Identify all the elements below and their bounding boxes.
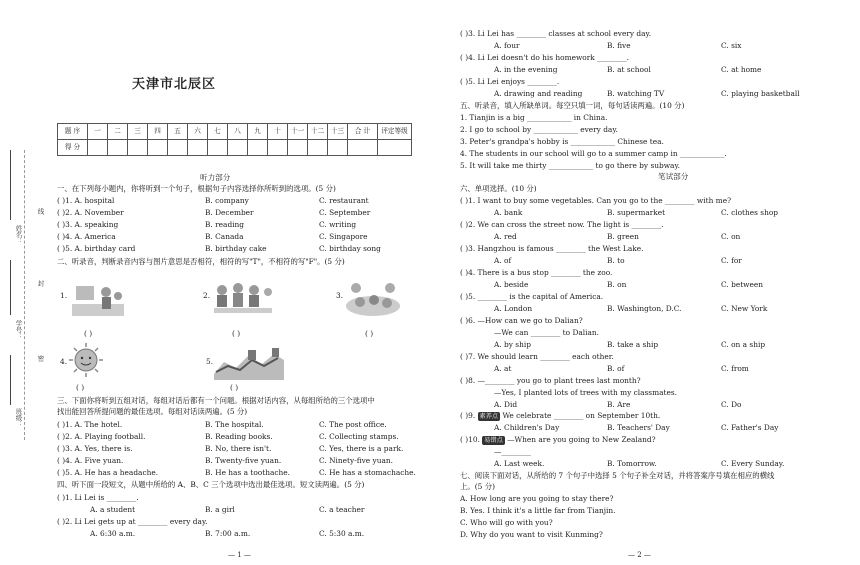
- question-stem: ( )1. A. The hotel.: [57, 420, 123, 429]
- list-item: [57, 220, 357, 230]
- option-b: B. Reading books.: [205, 432, 273, 441]
- option-c: C. restaurant: [319, 196, 369, 205]
- answer-blank[interactable]: ( ): [232, 329, 241, 338]
- option-c: C. Singapore: [319, 232, 368, 241]
- option-a: A. Children's Day: [494, 423, 560, 432]
- option-c: C. Yes, there is a park.: [319, 444, 404, 453]
- question-stem: ( )5. A. He has a headache.: [57, 468, 159, 477]
- option-b: B. Twenty-five yuan.: [205, 456, 282, 465]
- list-item: D. Why do you want to visit Kunming?: [460, 530, 603, 539]
- name-label: 姓名：: [14, 225, 23, 245]
- score-table-score-row: [58, 140, 412, 156]
- seal-char: 封: [36, 280, 45, 287]
- answer-blank[interactable]: ( ): [76, 383, 85, 392]
- option-a: A. in the evening: [494, 65, 558, 74]
- option-a: A. Did: [494, 400, 518, 409]
- option-c: C. from: [721, 364, 749, 373]
- food-table-picture-icon: [344, 280, 402, 320]
- question-stem-line2: —________: [494, 447, 531, 456]
- option-b: B. a girl: [205, 505, 235, 514]
- score-cell[interactable]: [268, 140, 288, 156]
- question-stem: ( )3. Hangzhou is famous ________ the West Lake.: [460, 244, 644, 253]
- section-5-heading: 五、听录音，填入所缺单词。每空只填一词，每句话读两遍。(10 分): [460, 101, 685, 110]
- question-stem: ( )4. There is a bus stop ________ the zoo.: [460, 268, 613, 277]
- score-header-cell: 评定等级: [378, 124, 412, 140]
- score-header-cell: 二: [108, 124, 128, 140]
- question-stem: ( )5. Li Lei enjoys ________.: [460, 77, 560, 86]
- option-b: B. on: [607, 280, 627, 289]
- question-10: [460, 436, 656, 445]
- list-item: [57, 244, 381, 254]
- question-stem: ( )2. Li Lei gets up at ________ every day.: [57, 517, 208, 526]
- option-c: C. on: [721, 232, 741, 241]
- option-b: B. five: [607, 41, 631, 50]
- question-stem: ( )2. A. November: [57, 208, 124, 217]
- answer-blank[interactable]: ( ): [84, 329, 93, 338]
- option-c: C. birthday song: [319, 244, 381, 253]
- option-c: C. six: [721, 41, 742, 50]
- fill-blank-item[interactable]: 5. It will take me thirty ____________ to go there by subway.: [460, 161, 681, 170]
- list-item: [57, 444, 404, 454]
- option-b: B. No, there isn't.: [205, 444, 272, 453]
- option-c: C. on a ship: [721, 340, 766, 349]
- option-b: B. December: [205, 208, 254, 217]
- option-b: B. 7:00 a.m.: [205, 529, 251, 538]
- literacy-tag-badge: 素养点: [479, 413, 499, 420]
- question-9: [460, 412, 660, 421]
- list-item: C. Who will go with you?: [460, 518, 553, 527]
- question-prefix: ( )10.: [460, 435, 483, 444]
- question-stem: ( )1. I want to buy some vegetables. Can you go to the ________ with me?: [460, 196, 732, 205]
- option-c: C. a teacher: [319, 505, 365, 514]
- option-c: C. writing: [319, 220, 357, 229]
- list-item: [57, 420, 387, 430]
- option-c: C. Father's Day: [721, 423, 779, 432]
- section-3-heading: 三、下面你将听到五组对话，每组对话后都有一个问题。根据对话内容，从每组所给的三个选项中: [57, 396, 375, 405]
- option-b: B. Washington, D.C.: [607, 304, 682, 313]
- option-c: C. between: [721, 280, 763, 289]
- option-b: B. green: [607, 232, 639, 241]
- question-stem: ( )3. Li Lei has ________ classes at school every day.: [460, 29, 652, 38]
- score-header-cell: 七: [208, 124, 228, 140]
- option-a: A. four: [494, 41, 520, 50]
- score-header-cell: 十: [268, 124, 288, 140]
- option-b: B. at school: [607, 65, 651, 74]
- question-stem-line2: —We can ________ to Dalian.: [494, 328, 600, 337]
- score-header-cell: 五: [168, 124, 188, 140]
- list-item: B. Yes. I think it's a little far from Tianjin.: [460, 506, 616, 515]
- question-stem: ( )2. We can cross the street now. The light is ________.: [460, 220, 664, 229]
- picture-label: 2.: [203, 291, 211, 300]
- score-table-header-row: [58, 124, 412, 140]
- score-cell[interactable]: [208, 140, 228, 156]
- option-c: C. for: [721, 256, 742, 265]
- page-number: — 2 —: [628, 550, 651, 559]
- question-stem: ( )7. We should learn ________ each other.: [460, 352, 614, 361]
- question-stem: ( )4. A. America: [57, 232, 116, 241]
- option-b: B. to: [607, 256, 625, 265]
- option-b: B. company: [205, 196, 249, 205]
- question-stem: ( )3. A. speaking: [57, 220, 119, 229]
- question-stem: ( )3. A. Yes, there is.: [57, 444, 133, 453]
- question-stem: ( )4. A. Five yuan.: [57, 456, 124, 465]
- sun-face-picture-icon: [66, 342, 106, 378]
- written-part-title: 笔试部分: [658, 172, 689, 181]
- question-prefix: ( )9.: [460, 411, 478, 420]
- question-stem: ( )1. Li Lei is ________.: [57, 493, 139, 502]
- option-b: B. reading: [205, 220, 245, 229]
- question-stem: —When are you going to New Zealand?: [504, 435, 656, 444]
- option-b: B. Teachers' Day: [607, 423, 670, 432]
- option-c: C. Every Sunday.: [721, 459, 785, 468]
- exam-page-2: [430, 0, 860, 565]
- classroom-picture-icon: [70, 280, 128, 320]
- score-header-cell: 四: [148, 124, 168, 140]
- listening-part-title: 听力部分: [200, 173, 231, 182]
- option-c: C. at home: [721, 65, 762, 74]
- question-stem: ( )8. —________ you go to plant trees last month?: [460, 376, 641, 385]
- score-cell[interactable]: [228, 140, 248, 156]
- score-cell[interactable]: [188, 140, 208, 156]
- option-a: A. bank: [494, 208, 523, 217]
- option-c: C. Ninety-five yuan.: [319, 456, 393, 465]
- student-id-blank[interactable]: [10, 260, 11, 315]
- option-b: B. The hospital.: [205, 420, 264, 429]
- list-item: [57, 196, 369, 206]
- error-prone-tag-badge: 易错点: [484, 437, 503, 444]
- score-header-cell: 三: [128, 124, 148, 140]
- picture-label: 5.: [206, 357, 214, 366]
- score-header-cell: 十二: [308, 124, 328, 140]
- question-stem: We celebrate ________ on September 10th.: [500, 411, 661, 420]
- score-header-cell: 八: [228, 124, 248, 140]
- question-stem: ( )2. A. Playing football.: [57, 432, 146, 441]
- option-c: C. The post office.: [319, 420, 387, 429]
- list-item: [57, 456, 393, 466]
- score-cell[interactable]: [378, 140, 412, 156]
- option-b: B. Are: [607, 400, 631, 409]
- option-c: C. He has a stomachache.: [319, 468, 416, 477]
- score-cell[interactable]: [308, 140, 328, 156]
- score-cell[interactable]: [148, 140, 168, 156]
- score-header-cell: 合 计: [348, 124, 378, 140]
- list-item: [57, 468, 416, 478]
- option-a: A. at: [494, 364, 512, 373]
- option-a: A. by ship: [494, 340, 531, 349]
- section-7-heading-cont: 上。(5 分): [460, 482, 495, 491]
- score-header-cell: 十三: [328, 124, 348, 140]
- cut-line: [24, 150, 25, 440]
- class-blank[interactable]: [10, 355, 11, 405]
- fill-blank-item[interactable]: 2. I go to school by ____________ every day.: [460, 125, 618, 134]
- score-header-cell: 一: [88, 124, 108, 140]
- picture-label: 3.: [336, 291, 344, 300]
- option-b: B. He has a toothache.: [205, 468, 290, 477]
- class-label: 班级：: [14, 408, 23, 428]
- score-header-cell: 六: [188, 124, 208, 140]
- answer-blank[interactable]: ( ): [365, 329, 374, 338]
- score-row-label: 得 分: [58, 140, 88, 156]
- student-id-label: 学号：: [14, 320, 23, 340]
- binding-margin: [0, 150, 52, 440]
- option-c: C. clothes shop: [721, 208, 779, 217]
- picture-label: 1.: [60, 291, 68, 300]
- option-c: C. Do: [721, 400, 742, 409]
- score-header-cell: 九: [248, 124, 268, 140]
- option-a: A. London: [494, 304, 533, 313]
- option-a: A. beside: [494, 280, 529, 289]
- answer-blank[interactable]: ( ): [230, 383, 239, 392]
- score-cell[interactable]: [108, 140, 128, 156]
- option-b: B. take a ship: [607, 340, 659, 349]
- score-cell[interactable]: [128, 140, 148, 156]
- question-stem: ( )4. Li Lei doesn't do his homework ________.: [460, 53, 630, 62]
- question-stem: ( )6. —How can we go to Dalian?: [460, 316, 583, 325]
- option-b: B. of: [607, 364, 625, 373]
- option-b: B. supermarket: [607, 208, 666, 217]
- fill-blank-item[interactable]: 3. Peter's grandpa's hobby is ____________ Chinese tea.: [460, 137, 664, 146]
- list-item: [57, 208, 371, 218]
- score-cell[interactable]: [248, 140, 268, 156]
- option-a: A. a student: [90, 505, 136, 514]
- picture-label: 4.: [60, 357, 68, 366]
- question-stem-line2: —Yes, I planted lots of trees with my classmates.: [494, 388, 677, 397]
- great-wall-picture-icon: [214, 344, 284, 380]
- score-table: [57, 123, 412, 156]
- option-c: C. Collecting stamps.: [319, 432, 399, 441]
- question-stem: ( )1. A. hospital: [57, 196, 115, 205]
- option-b: B. Canada: [205, 232, 244, 241]
- option-b: B. birthday cake: [205, 244, 267, 253]
- score-cell[interactable]: [168, 140, 188, 156]
- option-a: A. Last week.: [494, 459, 545, 468]
- score-cell[interactable]: [288, 140, 308, 156]
- option-b: B. Tomorrow.: [607, 459, 657, 468]
- page-number: — 1 —: [228, 550, 251, 559]
- section-4-heading: 四、听下面一段短文，从题中所给的 A、B、C 三个选项中选出最佳选项。短文读两遍。(5 分): [57, 480, 365, 489]
- option-a: A. 6:30 a.m.: [90, 529, 136, 538]
- list-item: [57, 432, 399, 442]
- score-cell[interactable]: [328, 140, 348, 156]
- score-cell[interactable]: [348, 140, 378, 156]
- question-stem: ( )5. A. birthday card: [57, 244, 136, 253]
- score-header-cell: 题 序: [58, 124, 88, 140]
- option-a: A. of: [494, 256, 512, 265]
- option-c: C. playing basketball: [721, 89, 800, 98]
- section-7-heading: 七、阅读下面对话，从所给的 7 个句子中选择 5 个句子补全对话，并将答案序号填在相应的横线: [460, 471, 775, 480]
- children-sitting-picture-icon: [212, 278, 274, 318]
- name-blank[interactable]: [10, 150, 11, 220]
- option-a: A. red: [494, 232, 517, 241]
- option-c: C. New York: [721, 304, 768, 313]
- section-1-heading: 一、在下列每小题内，你将听到一个句子，根据句子内容选择你所听到的选项。(5 分): [57, 184, 336, 193]
- option-a: A. drawing and reading: [494, 89, 583, 98]
- fill-blank-item[interactable]: 1. Tianjin is a big ____________ in China.: [460, 113, 608, 122]
- score-header-cell: 十一: [288, 124, 308, 140]
- section-3-heading-cont: 找出能回答所提问题的最佳选项。每组对话读两遍。(5 分): [57, 407, 248, 416]
- list-item: A. How long are you going to stay there?: [460, 494, 614, 503]
- section-6-heading: 六、单项选择。(10 分): [460, 184, 537, 193]
- fill-blank-item[interactable]: 4. The students in our school will go to a summer camp in ____________.: [460, 149, 727, 158]
- secret-char: 密: [36, 355, 45, 362]
- option-b: B. watching TV: [607, 89, 665, 98]
- score-cell[interactable]: [88, 140, 108, 156]
- line-char: 线: [36, 208, 45, 215]
- list-item: [57, 232, 368, 242]
- exam-title: 天津市北辰区: [132, 77, 217, 92]
- option-c: C. September: [319, 208, 371, 217]
- option-c: C. 5:30 a.m.: [319, 529, 365, 538]
- question-stem: ( )5. ________ is the capital of America.: [460, 292, 604, 301]
- section-2-heading: 二、听录音，判断录音内容与图片意思是否相符，相符的写"T"，不相符的写"F"。(5 分): [57, 257, 345, 266]
